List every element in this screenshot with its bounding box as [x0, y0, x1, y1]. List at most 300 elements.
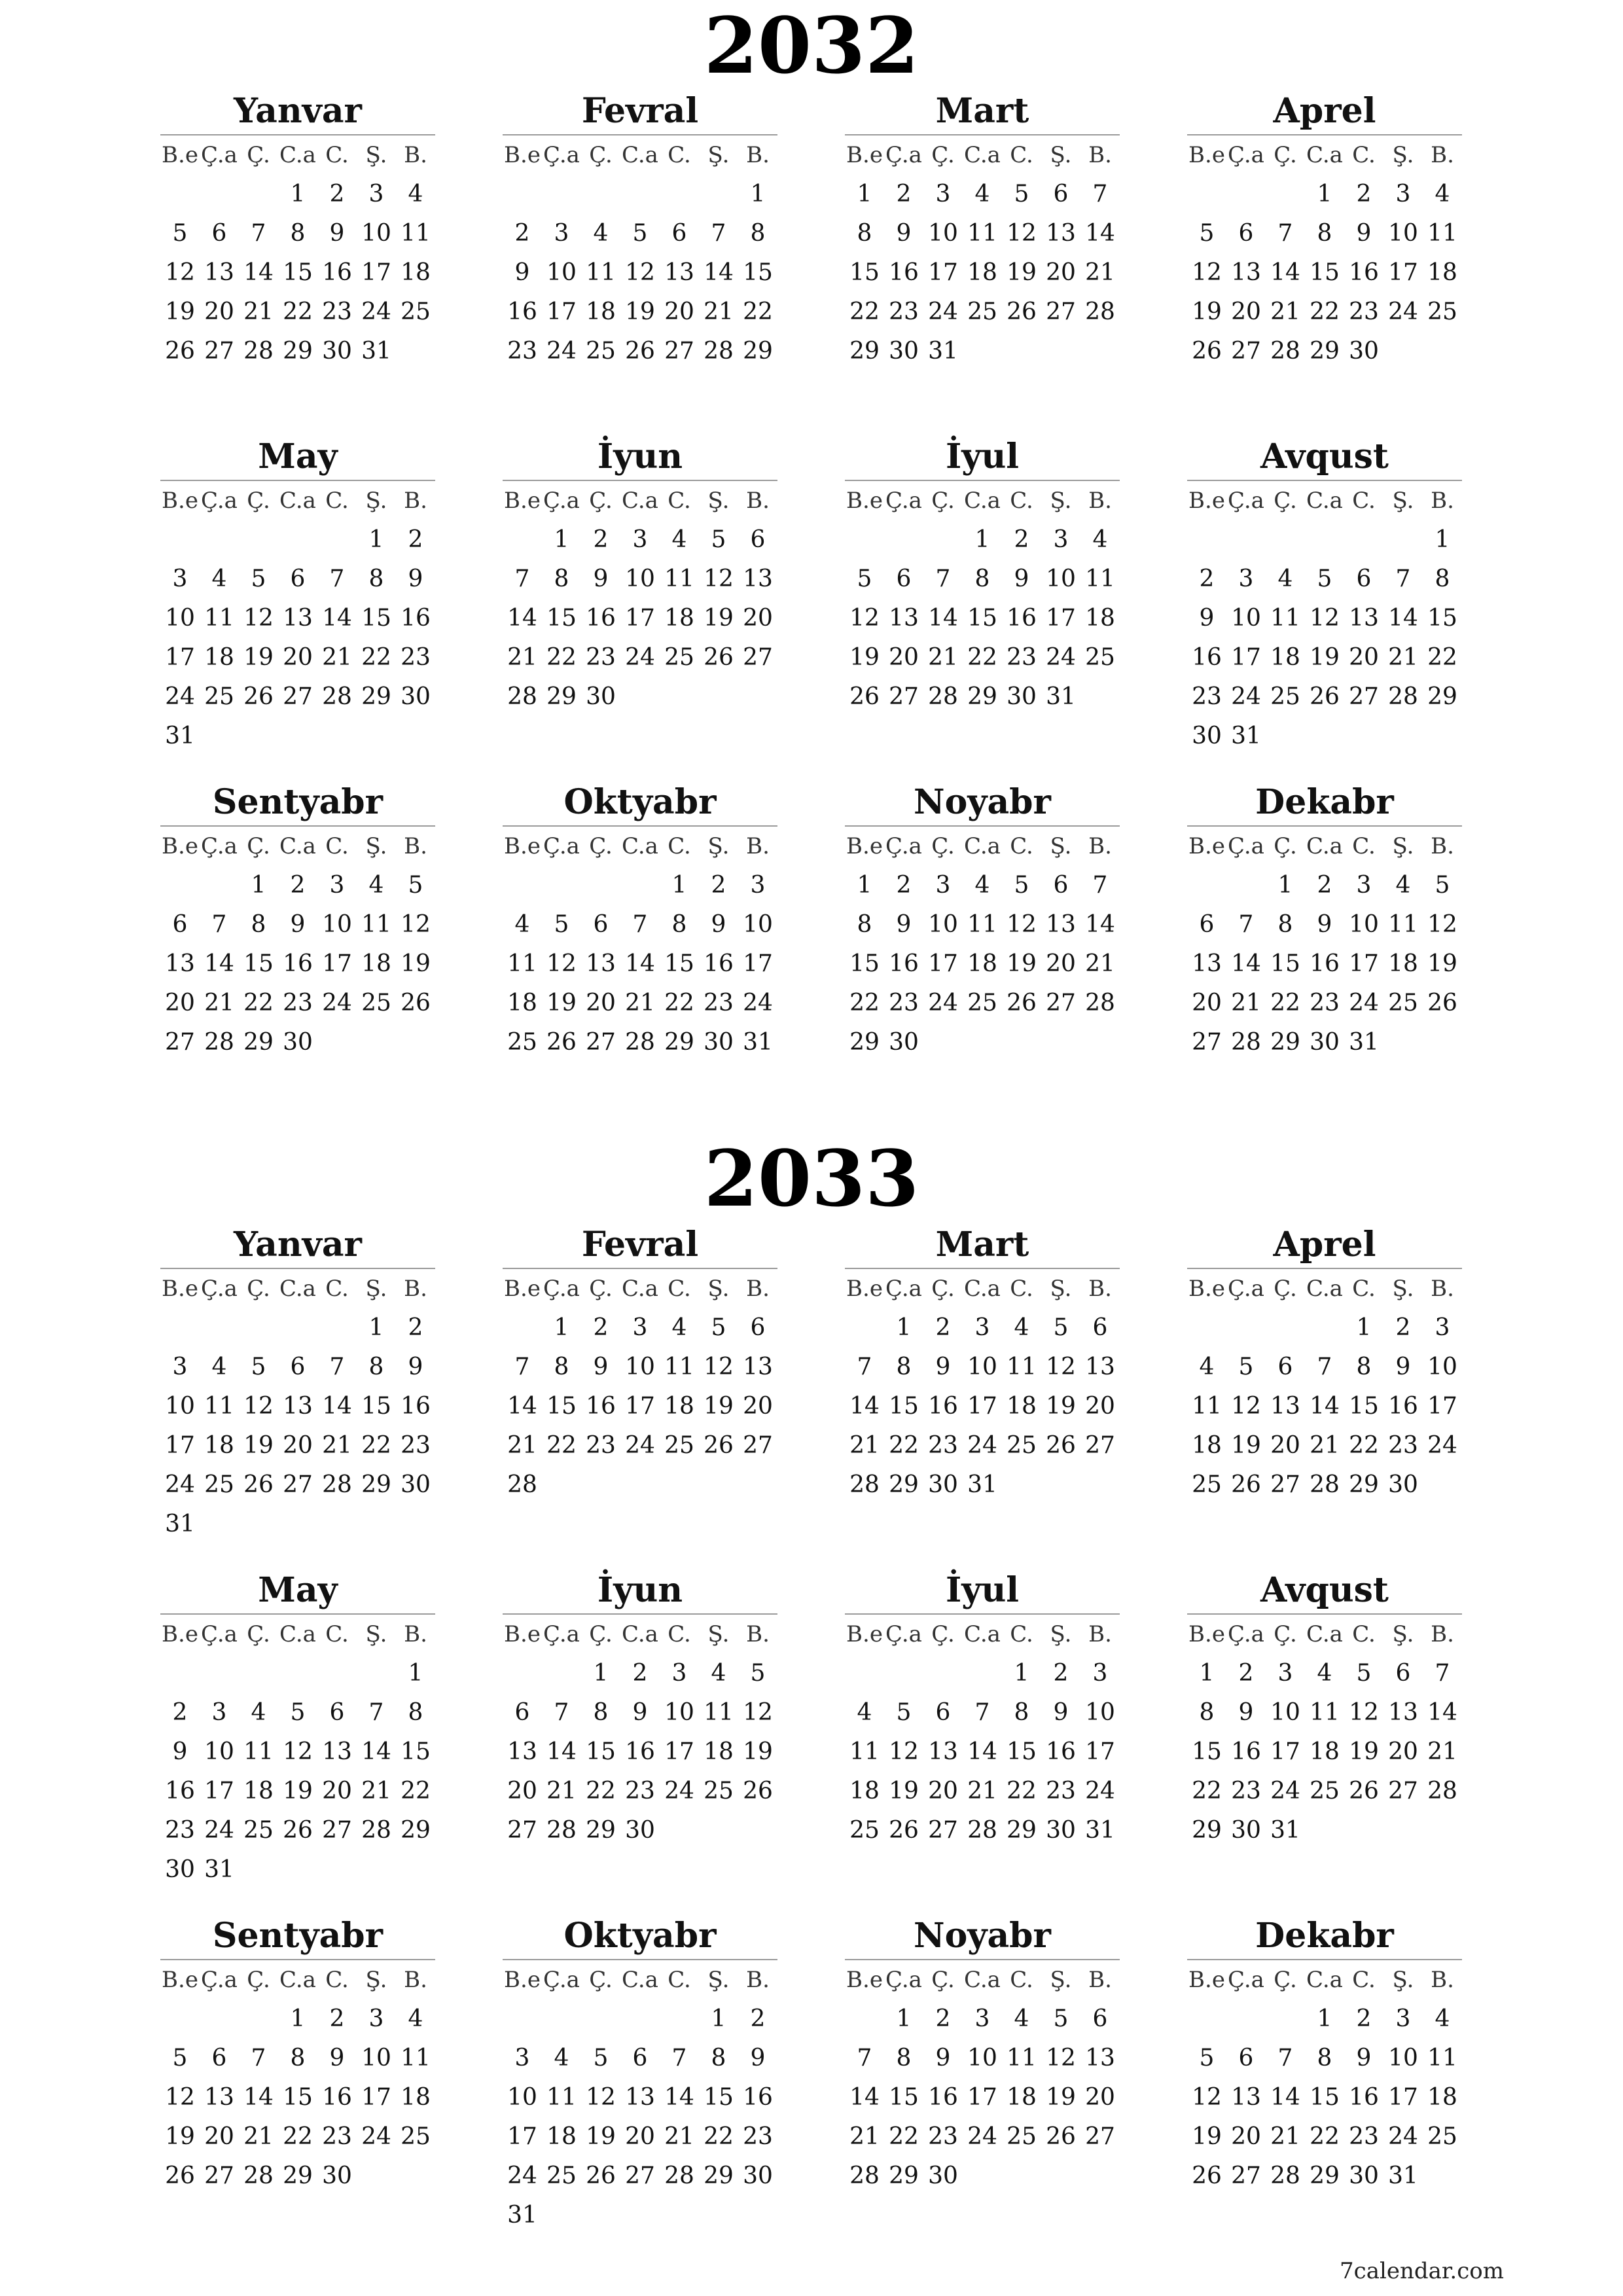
day-cell: 13: [928, 1738, 958, 1765]
day-cell: 16: [889, 950, 919, 977]
day-cell: 22: [889, 2123, 919, 2150]
day-cell: 16: [1388, 1393, 1418, 1420]
day-cell: 31: [1085, 1817, 1115, 1844]
weekday-header: Ş.: [1392, 1967, 1414, 1993]
month-name: Dekabr: [1187, 780, 1462, 827]
day-cell: 8: [368, 565, 384, 592]
day-cell: 13: [1085, 1354, 1115, 1380]
empty-cell: [884, 520, 923, 560]
day-cell: 29: [361, 683, 391, 710]
day-cell: 16: [928, 2084, 958, 2111]
empty-cell: [1226, 2000, 1266, 2039]
weekday-header: C.: [1010, 488, 1033, 514]
day-cell: 25: [401, 2123, 431, 2150]
day-cell: 6: [1092, 2005, 1108, 2032]
day-cell: 26: [849, 683, 880, 710]
day-cell: 31: [507, 2202, 537, 2229]
day-cell: 16: [586, 1393, 616, 1420]
weekday-header: Ş.: [365, 142, 387, 168]
day-cell: 29: [1349, 1471, 1379, 1498]
empty-cell: [1187, 866, 1226, 905]
weekday-header: Ç.a: [885, 1276, 922, 1302]
day-cell: 20: [1046, 259, 1076, 286]
day-cell: 6: [750, 1314, 766, 1341]
day-cell: 19: [849, 644, 880, 671]
empty-cell: [884, 1654, 923, 1693]
day-cell: 28: [361, 1817, 391, 1844]
day-cell: 7: [974, 1699, 990, 1726]
day-cell: 13: [889, 605, 919, 632]
day-cell: 27: [1085, 1432, 1115, 1459]
day-cell: 1: [290, 2005, 306, 2032]
day-cell: 30: [889, 1029, 919, 1056]
day-cell: 26: [625, 338, 655, 365]
day-cell: 6: [671, 220, 687, 247]
weekday-header: B.: [1088, 488, 1112, 514]
day-cell: 17: [1427, 1393, 1457, 1420]
day-cell: 13: [322, 1738, 352, 1765]
day-cell: 14: [1085, 220, 1115, 247]
month-calendar: [845, 434, 1120, 717]
weekday-header: B.e: [162, 833, 198, 859]
day-cell: 31: [967, 1471, 997, 1498]
day-cell: 10: [967, 1354, 997, 1380]
day-cell: 4: [671, 1314, 687, 1341]
day-cell: 10: [1427, 1354, 1457, 1380]
day-cell: 27: [928, 1817, 958, 1844]
day-cell: 27: [1270, 1471, 1300, 1498]
day-cell: 10: [967, 2045, 997, 2072]
weekday-header: B.: [1088, 833, 1112, 859]
day-cell: 12: [1192, 2084, 1222, 2111]
day-cell: 8: [857, 220, 872, 247]
empty-cell: [200, 866, 239, 905]
day-grid: [503, 827, 777, 1062]
weekday-header: Ç.a: [543, 1967, 580, 1993]
day-cell: 25: [204, 683, 234, 710]
weekday-header: Ş.: [365, 833, 387, 859]
day-cell: 11: [361, 911, 391, 938]
day-cell: 8: [671, 911, 687, 938]
day-cell: 21: [243, 298, 274, 325]
day-cell: 28: [1231, 1029, 1261, 1056]
day-cell: 21: [1085, 259, 1115, 286]
day-cell: 20: [743, 605, 773, 632]
day-cell: 30: [928, 1471, 958, 1498]
day-cell: 9: [1356, 220, 1372, 247]
day-cell: 30: [928, 2162, 958, 2189]
day-cell: 25: [849, 1817, 880, 1844]
weekday-header: Ş.: [707, 1621, 730, 1647]
day-cell: 30: [1388, 1471, 1418, 1498]
day-cell: 8: [1317, 2045, 1332, 2072]
weekday-header: B.: [746, 488, 770, 514]
month-name: Mart: [845, 88, 1120, 135]
day-cell: 22: [1427, 644, 1457, 671]
weekday-header: B.: [1431, 1276, 1454, 1302]
month-calendar: [503, 88, 777, 371]
day-cell: 28: [1427, 1778, 1457, 1804]
empty-cell: [699, 175, 738, 214]
day-cell: 12: [1349, 1699, 1379, 1726]
day-cell: 27: [1046, 298, 1076, 325]
weekday-header: B.: [1431, 1621, 1454, 1647]
weekday-header: Ç.a: [1228, 1621, 1264, 1647]
day-cell: 31: [165, 1511, 195, 1537]
weekday-header: Ç.a: [885, 1621, 922, 1647]
day-cell: 14: [928, 605, 958, 632]
day-cell: 21: [546, 1778, 577, 1804]
day-cell: 26: [401, 990, 431, 1016]
empty-cell: [503, 2000, 542, 2039]
month-calendar: [503, 1913, 777, 2235]
day-cell: 31: [1270, 1817, 1300, 1844]
day-cell: 30: [165, 1856, 195, 1883]
empty-cell: [923, 1654, 963, 1693]
day-cell: 21: [1388, 644, 1418, 671]
weekday-header: B.: [1088, 142, 1112, 168]
day-cell: 1: [1199, 1660, 1215, 1687]
day-cell: 12: [625, 259, 655, 286]
day-cell: 11: [204, 605, 234, 632]
day-cell: 30: [283, 1029, 313, 1056]
empty-cell: [1383, 520, 1423, 560]
day-cell: 9: [750, 2045, 766, 2072]
day-cell: 2: [935, 2005, 951, 2032]
day-cell: 4: [593, 220, 609, 247]
day-cell: 8: [1435, 565, 1450, 592]
weekday-header: Ç.a: [543, 142, 580, 168]
day-cell: 7: [251, 2045, 266, 2072]
day-cell: 14: [204, 950, 234, 977]
weekday-header: Ç.a: [543, 488, 580, 514]
day-cell: 1: [711, 2005, 726, 2032]
day-cell: 5: [1317, 565, 1332, 592]
weekday-header: B.: [404, 142, 427, 168]
empty-cell: [160, 175, 200, 214]
day-cell: 21: [322, 1432, 352, 1459]
day-cell: 11: [1427, 2045, 1457, 2072]
weekday-header: Ş.: [707, 142, 730, 168]
weekday-header: Ş.: [1392, 1621, 1414, 1647]
day-cell: 9: [593, 565, 609, 592]
day-cell: 24: [204, 1817, 234, 1844]
day-cell: 24: [1270, 1778, 1300, 1804]
weekday-header: Ç.a: [885, 1967, 922, 1993]
day-cell: 10: [507, 2084, 537, 2111]
weekday-header: C.: [325, 1276, 349, 1302]
day-cell: 14: [967, 1738, 997, 1765]
empty-cell: [239, 2000, 278, 2039]
day-grid: [845, 1615, 1120, 1850]
day-cell: 26: [1007, 298, 1037, 325]
day-cell: 16: [322, 2084, 352, 2111]
day-cell: 21: [1085, 950, 1115, 977]
day-cell: 22: [586, 1778, 616, 1804]
weekday-header: Ş.: [365, 1621, 387, 1647]
day-cell: 18: [664, 605, 694, 632]
day-cell: 9: [1014, 565, 1029, 592]
day-cell: 11: [1085, 565, 1115, 592]
weekday-header: Ş.: [365, 1967, 387, 1993]
weekday-header: B.e: [846, 1276, 883, 1302]
day-cell: 25: [586, 338, 616, 365]
empty-cell: [1266, 2000, 1305, 2039]
day-cell: 21: [1231, 990, 1261, 1016]
day-cell: 25: [1310, 1778, 1340, 1804]
day-cell: 11: [1007, 2045, 1037, 2072]
month-name: Noyabr: [845, 1913, 1120, 1960]
day-cell: 20: [625, 2123, 655, 2150]
day-cell: 2: [593, 526, 609, 553]
empty-cell: [503, 520, 542, 560]
day-cell: 21: [664, 2123, 694, 2150]
weekday-header: C.: [668, 488, 691, 514]
weekday-header: B.: [1088, 1276, 1112, 1302]
weekday-header: Ç.a: [543, 1276, 580, 1302]
day-cell: 27: [1231, 338, 1261, 365]
day-cell: 22: [546, 644, 577, 671]
day-cell: 17: [967, 2084, 997, 2111]
weekday-header: Ç.: [1274, 488, 1297, 514]
empty-cell: [200, 2000, 239, 2039]
day-cell: 14: [243, 259, 274, 286]
weekday-header: B.: [746, 1276, 770, 1302]
day-cell: 14: [1085, 911, 1115, 938]
day-cell: 19: [401, 950, 431, 977]
day-cell: 14: [1231, 950, 1261, 977]
day-cell: 7: [251, 220, 266, 247]
day-cell: 10: [361, 220, 391, 247]
weekday-header: C.: [1352, 1621, 1376, 1647]
day-cell: 30: [743, 2162, 773, 2189]
empty-cell: [503, 1308, 542, 1348]
day-cell: 24: [625, 644, 655, 671]
day-cell: 31: [1231, 723, 1261, 749]
month-name: Avqust: [1187, 1568, 1462, 1615]
day-cell: 21: [849, 2123, 880, 2150]
day-cell: 14: [849, 2084, 880, 2111]
day-cell: 9: [172, 1738, 188, 1765]
weekday-header: B.e: [162, 142, 198, 168]
day-cell: 31: [928, 338, 958, 365]
day-cell: 2: [593, 1314, 609, 1341]
day-cell: 15: [743, 259, 773, 286]
day-cell: 9: [935, 2045, 951, 2072]
day-cell: 13: [664, 259, 694, 286]
day-cell: 2: [329, 2005, 345, 2032]
weekday-header: Ç.: [931, 1967, 955, 1993]
day-cell: 25: [204, 1471, 234, 1498]
day-cell: 15: [967, 605, 997, 632]
day-cell: 3: [1435, 1314, 1450, 1341]
day-cell: 13: [1231, 259, 1261, 286]
day-cell: 18: [967, 259, 997, 286]
day-cell: 22: [664, 990, 694, 1016]
month-name: İyun: [503, 434, 777, 481]
day-cell: 27: [1388, 1778, 1418, 1804]
day-cell: 30: [889, 338, 919, 365]
day-cell: 27: [1231, 2162, 1261, 2189]
weekday-header: Ç.a: [543, 833, 580, 859]
day-cell: 16: [1231, 1738, 1261, 1765]
day-cell: 16: [1192, 644, 1222, 671]
day-cell: 23: [401, 1432, 431, 1459]
day-cell: 29: [546, 683, 577, 710]
day-cell: 17: [1349, 950, 1379, 977]
day-grid: [845, 135, 1120, 371]
weekday-header: Ç.: [247, 1621, 270, 1647]
day-cell: 29: [1310, 338, 1340, 365]
day-cell: 6: [211, 2045, 227, 2072]
day-cell: 28: [243, 338, 274, 365]
day-cell: 14: [1388, 605, 1418, 632]
weekday-header: Ç.: [1274, 833, 1297, 859]
weekday-header: B.: [404, 833, 427, 859]
month-name: Dekabr: [1187, 1913, 1462, 1960]
day-cell: 22: [283, 298, 313, 325]
weekday-header: B.e: [846, 1967, 883, 1993]
day-cell: 9: [1238, 1699, 1254, 1726]
day-cell: 16: [165, 1778, 195, 1804]
weekday-header: B.e: [504, 1276, 541, 1302]
day-cell: 12: [849, 605, 880, 632]
day-cell: 29: [743, 338, 773, 365]
day-cell: 15: [283, 259, 313, 286]
day-grid: [503, 1615, 777, 1850]
day-cell: 7: [1238, 911, 1254, 938]
day-cell: 1: [671, 872, 687, 899]
day-cell: 23: [928, 2123, 958, 2150]
empty-cell: [503, 1654, 542, 1693]
day-cell: 12: [743, 1699, 773, 1726]
weekday-header: B.: [1088, 1621, 1112, 1647]
day-cell: 5: [632, 220, 648, 247]
weekday-header: C.: [1352, 142, 1376, 168]
empty-cell: [923, 520, 963, 560]
empty-cell: [239, 175, 278, 214]
day-cell: 14: [243, 2084, 274, 2111]
day-cell: 15: [1427, 605, 1457, 632]
day-cell: 26: [1046, 1432, 1076, 1459]
day-cell: 17: [1388, 259, 1418, 286]
day-cell: 23: [625, 1778, 655, 1804]
day-cell: 29: [1192, 1817, 1222, 1844]
day-cell: 18: [1388, 950, 1418, 977]
weekday-header: Ç.: [589, 1967, 613, 1993]
weekday-header: C.a: [279, 1621, 316, 1647]
day-cell: 11: [1270, 605, 1300, 632]
day-cell: 26: [1427, 990, 1457, 1016]
day-cell: 12: [1231, 1393, 1261, 1420]
day-cell: 12: [1007, 220, 1037, 247]
day-grid: [503, 481, 777, 717]
day-cell: 19: [1192, 2123, 1222, 2150]
empty-cell: [503, 866, 542, 905]
day-cell: 24: [625, 1432, 655, 1459]
day-cell: 17: [1231, 644, 1261, 671]
empty-cell: [1305, 520, 1344, 560]
day-cell: 6: [750, 526, 766, 553]
day-grid: [1187, 1269, 1462, 1505]
weekday-header: C.: [1010, 142, 1033, 168]
weekday-header: Ş.: [365, 1276, 387, 1302]
weekday-header: B.e: [846, 1621, 883, 1647]
day-cell: 22: [1007, 1778, 1037, 1804]
day-cell: 20: [928, 1778, 958, 1804]
day-cell: 8: [554, 1354, 569, 1380]
day-cell: 14: [1270, 259, 1300, 286]
day-cell: 31: [1388, 2162, 1418, 2189]
weekday-header: B.e: [504, 488, 541, 514]
day-cell: 2: [896, 872, 912, 899]
weekday-header: Ç.: [247, 142, 270, 168]
weekday-header: Ç.a: [1228, 1967, 1264, 1993]
day-cell: 4: [1199, 1354, 1215, 1380]
day-cell: 9: [290, 911, 306, 938]
day-cell: 26: [704, 644, 734, 671]
day-cell: 8: [593, 1699, 609, 1726]
weekday-header: C.a: [622, 1276, 658, 1302]
month-calendar: [160, 1222, 435, 1544]
day-cell: 29: [1270, 1029, 1300, 1056]
day-cell: 29: [1427, 683, 1457, 710]
day-cell: 13: [1349, 605, 1379, 632]
month-calendar: [503, 434, 777, 717]
day-cell: 14: [546, 1738, 577, 1765]
day-cell: 5: [172, 220, 188, 247]
day-cell: 29: [889, 2162, 919, 2189]
day-cell: 28: [1085, 298, 1115, 325]
day-cell: 4: [974, 872, 990, 899]
day-cell: 17: [928, 950, 958, 977]
weekday-header: C.a: [1306, 142, 1343, 168]
day-cell: 27: [625, 2162, 655, 2189]
day-cell: 4: [1277, 565, 1293, 592]
month-name: Aprel: [1187, 1222, 1462, 1269]
day-cell: 19: [546, 990, 577, 1016]
day-cell: 2: [1014, 526, 1029, 553]
day-cell: 10: [165, 1393, 195, 1420]
day-grid: [160, 481, 435, 756]
weekday-header: B.: [404, 1967, 427, 1993]
day-cell: 2: [1317, 872, 1332, 899]
day-cell: 27: [283, 683, 313, 710]
month-calendar: [1187, 1568, 1462, 1850]
day-cell: 10: [1085, 1699, 1115, 1726]
day-cell: 1: [857, 872, 872, 899]
day-cell: 7: [857, 2045, 872, 2072]
day-cell: 24: [1085, 1778, 1115, 1804]
day-cell: 7: [632, 911, 648, 938]
day-cell: 12: [704, 1354, 734, 1380]
day-cell: 23: [743, 2123, 773, 2150]
weekday-header: Ç.: [247, 1967, 270, 1993]
weekday-header: Ş.: [1050, 833, 1072, 859]
weekday-header: C.a: [622, 142, 658, 168]
day-cell: 29: [1007, 1817, 1037, 1844]
month-name: Fevral: [503, 88, 777, 135]
month-name: May: [160, 1568, 435, 1615]
weekday-header: B.e: [504, 833, 541, 859]
day-cell: 18: [1007, 1393, 1037, 1420]
day-cell: 27: [664, 338, 694, 365]
day-cell: 30: [1349, 338, 1379, 365]
weekday-header: B.: [746, 1621, 770, 1647]
day-grid: [1187, 135, 1462, 371]
empty-cell: [1266, 175, 1305, 214]
day-cell: 15: [664, 950, 694, 977]
